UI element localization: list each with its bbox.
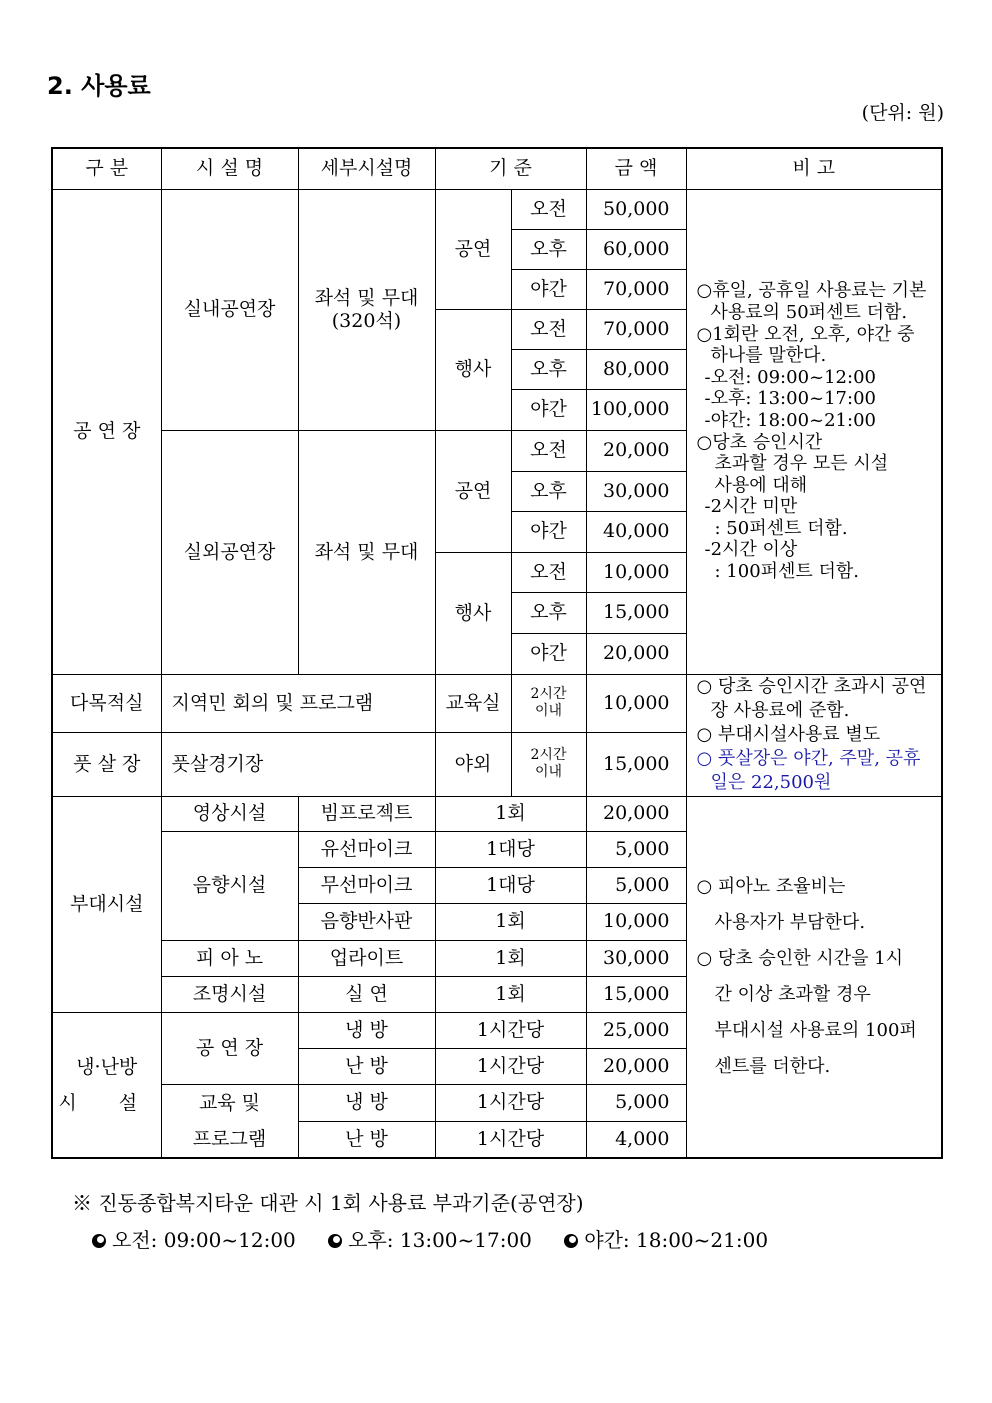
basis: 1시간당 (435, 1012, 586, 1048)
detail: 무선마이크 (298, 867, 435, 903)
circle-bullet-icon (564, 1234, 578, 1248)
time-slot: 야간 (511, 633, 586, 674)
time-slot: 오전 (511, 309, 586, 349)
note-line: 센트를 더한다. (714, 1055, 831, 1077)
time-line2: 이내 (534, 764, 563, 780)
basis-futsal: 야외 (435, 732, 511, 796)
bottom-notes (686, 796, 942, 1158)
basis: 1대당 (435, 831, 586, 867)
basis: 1회 (435, 796, 586, 831)
amount: 70,000 (586, 309, 686, 349)
footer-night-text: 야간: 18:00~21:00 (584, 1228, 769, 1252)
detail-outdoor: 좌석 및 무대 (298, 430, 435, 674)
amount: 20,000 (586, 796, 686, 831)
time-line2: 이내 (534, 703, 563, 719)
amount: 30,000 (586, 940, 686, 976)
basis: 1시간당 (435, 1121, 586, 1157)
facility-multipurpose: 지역민 회의 및 프로그램 (161, 674, 435, 732)
section-title: 2. 사용료 (47, 72, 151, 100)
detail: 업라이트 (298, 940, 435, 976)
amount: 15,000 (586, 592, 686, 633)
facility-futsal: 풋살경기장 (161, 732, 435, 796)
amount: 80,000 (586, 349, 686, 389)
time-futsal (511, 732, 586, 796)
time-line1: 2시간 (530, 686, 567, 703)
footer-am (92, 1228, 296, 1252)
note-line: ○당초 승인시간 (696, 431, 823, 453)
time-slot: 오후 (511, 471, 586, 511)
amount: 15,000 (586, 976, 686, 1012)
basis: 1회 (435, 976, 586, 1012)
basis: 1시간당 (435, 1084, 586, 1121)
amount: 50,000 (586, 189, 686, 229)
time-slot: 오후 (511, 229, 586, 269)
basis-type: 행사 (435, 309, 511, 430)
amount: 100,000 (586, 389, 686, 430)
note-line: -2시간 미만 (704, 496, 798, 518)
basis: 1대당 (435, 867, 586, 903)
detail: 실 연 (298, 976, 435, 1012)
footer-pm-text: 오후: 13:00~17:00 (348, 1228, 532, 1252)
header-note: 비 고 (686, 148, 942, 189)
table-row (52, 674, 942, 732)
header-row (52, 148, 942, 189)
amount: 70,000 (586, 269, 686, 309)
facility-piano: 피 아 노 (161, 940, 298, 976)
detail-indoor-line1: 좌석 및 무대 (314, 286, 419, 309)
footer-night (564, 1228, 768, 1252)
basis: 1회 (435, 903, 586, 940)
note-line: ○ 피아노 조율비는 (696, 875, 846, 897)
time-slot: 야간 (511, 511, 586, 552)
amount: 5,000 (586, 831, 686, 867)
basis: 1시간당 (435, 1048, 586, 1084)
category-multipurpose: 다목적실 (52, 674, 161, 732)
basis-type: 공연 (435, 189, 511, 309)
time-slot: 오전 (511, 430, 586, 471)
category-performance: 공 연 장 (52, 189, 161, 674)
amount: 15,000 (586, 732, 686, 796)
header-detail: 세부시설명 (298, 148, 435, 189)
note-line: ○1회란 오전, 오후, 야간 중 하나를 말한다. (696, 323, 915, 367)
category-futsal: 풋 살 장 (52, 732, 161, 796)
detail: 냉 방 (298, 1012, 435, 1048)
footer-note: ※ 진동종합복지타운 대관 시 1회 사용료 부과기준(공연장) (72, 1191, 584, 1215)
performance-notes (686, 189, 942, 674)
basis: 1회 (435, 940, 586, 976)
note-line: -오전: 09:00~12:00 (704, 366, 876, 388)
note-line: -오후: 13:00~17:00 (704, 388, 876, 410)
footer-am-text: 오전: 09:00~12:00 (112, 1228, 296, 1252)
circle-bullet-icon (92, 1234, 106, 1248)
hvac-education (161, 1084, 298, 1158)
middle-notes (686, 674, 942, 796)
hvac-line2: 시 설 (58, 1091, 156, 1114)
time-slot: 오전 (511, 552, 586, 592)
note-line: -2시간 이상 (704, 539, 798, 561)
amount: 4,000 (586, 1121, 686, 1157)
note-line: ○ 풋살장은 야간, 주말, 공휴일은 22,500원 (696, 748, 921, 793)
note-line: ○ 당초 승인한 시간을 1시 (696, 947, 904, 969)
amount: 30,000 (586, 471, 686, 511)
detail-projector: 빔프로젝트 (298, 796, 435, 831)
note-line: -야간: 18:00~21:00 (704, 409, 876, 431)
detail-indoor (298, 189, 435, 430)
time-slot: 야간 (511, 389, 586, 430)
time-slot: 오전 (511, 189, 586, 229)
note-line: ○ 당초 승인시간 초과시 공연장 사용료에 준함. (696, 676, 927, 721)
amount: 5,000 (586, 867, 686, 903)
hvac-performance: 공 연 장 (161, 1012, 298, 1084)
note-line: 부대시설 사용료의 100퍼 (714, 1019, 917, 1041)
edu-line1: 교육 및 (198, 1091, 261, 1114)
time-slot: 야간 (511, 269, 586, 309)
amount: 10,000 (586, 674, 686, 732)
note-line: ○ 부대시설사용료 별도 (696, 724, 881, 745)
amount: 10,000 (586, 903, 686, 940)
category-auxiliary: 부대시설 (52, 796, 161, 1012)
detail-indoor-line2: (320석) (331, 309, 402, 332)
basis-multipurpose: 교육실 (435, 674, 511, 732)
footer-pm (328, 1228, 532, 1252)
hvac-line1: 냉·난방 (76, 1055, 138, 1078)
table-row (52, 796, 942, 831)
note-line: : 50퍼센트 더함. (714, 517, 848, 539)
detail: 난 방 (298, 1048, 435, 1084)
note-line: : 100퍼센트 더함. (714, 561, 860, 583)
note-line: ○휴일, 공휴일 사용료는 기본사용료의 50퍼센트 더함. (696, 280, 927, 323)
detail: 냉 방 (298, 1084, 435, 1121)
amount: 60,000 (586, 229, 686, 269)
amount: 5,000 (586, 1084, 686, 1121)
header-amount: 금 액 (586, 148, 686, 189)
basis-type: 공연 (435, 430, 511, 552)
detail: 난 방 (298, 1121, 435, 1157)
amount: 20,000 (586, 430, 686, 471)
table-row (52, 189, 942, 229)
fee-table (51, 147, 943, 1159)
header-facility: 시 설 명 (161, 148, 298, 189)
facility-indoor: 실내공연장 (161, 189, 298, 430)
facility-lighting: 조명시설 (161, 976, 298, 1012)
amount: 20,000 (586, 1048, 686, 1084)
time-line1: 2시간 (530, 747, 567, 764)
amount: 25,000 (586, 1012, 686, 1048)
time-slot: 오후 (511, 349, 586, 389)
note-line: 간 이상 초과할 경우 (714, 983, 871, 1005)
basis-type: 행사 (435, 552, 511, 674)
footer-times (92, 1224, 794, 1253)
category-hvac (52, 1012, 161, 1158)
facility-video: 영상시설 (161, 796, 298, 831)
time-multipurpose (511, 674, 586, 732)
note-line: 초과할 경우 모든 시설 (714, 453, 889, 475)
note-line: 사용에 대해 (714, 474, 808, 496)
facility-sound: 음향시설 (161, 831, 298, 940)
detail: 음향반사판 (298, 903, 435, 940)
edu-line2: 프로그램 (192, 1127, 267, 1150)
note-line: 사용자가 부담한다. (714, 911, 866, 933)
time-slot: 오후 (511, 592, 586, 633)
facility-outdoor: 실외공연장 (161, 430, 298, 674)
amount: 10,000 (586, 552, 686, 592)
header-basis: 기 준 (435, 148, 586, 189)
amount: 20,000 (586, 633, 686, 674)
circle-bullet-icon (328, 1234, 342, 1248)
detail: 유선마이크 (298, 831, 435, 867)
unit-label: (단위: 원) (861, 102, 944, 124)
header-category: 구 분 (52, 148, 161, 189)
amount: 40,000 (586, 511, 686, 552)
